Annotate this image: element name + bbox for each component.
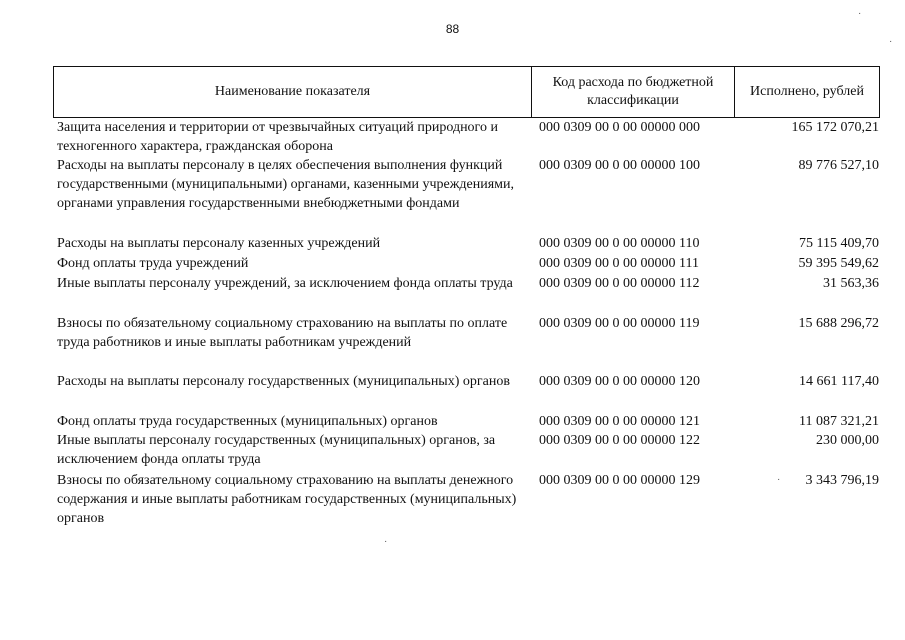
scan-speck: · — [858, 8, 862, 19]
row-name: Иные выплаты персоналу учреждений, за исключением фонда оплаты труда — [57, 276, 513, 291]
scan-speck: · — [384, 536, 388, 547]
table-body — [57, 118, 879, 529]
row-code: 000 0309 00 0 00 00000 100 — [539, 158, 700, 173]
row-amount: 89 776 527,10 — [798, 158, 879, 173]
row-name: Фонд оплаты труда государственных (муниципальных) органов — [57, 414, 438, 429]
row-name: Взносы по обязательному социальному страхованию на выплаты по оплате труда работников и иные выплаты работникам учреждений — [57, 316, 508, 350]
row-code: 000 0309 00 0 00 00000 129 — [539, 473, 700, 488]
table-row — [57, 471, 879, 529]
row-code: 000 0309 00 0 00 00000 111 — [539, 256, 699, 271]
row-amount: 31 563,36 — [823, 276, 879, 291]
table-row — [57, 274, 879, 314]
row-code: 000 0309 00 0 00 00000 120 — [539, 374, 700, 389]
row-code: 000 0309 00 0 00 00000 119 — [539, 316, 700, 331]
row-amount: 75 115 409,70 — [799, 236, 879, 251]
row-code: 000 0309 00 0 00 00000 112 — [539, 276, 700, 291]
row-name: Фонд оплаты труда учреждений — [57, 256, 249, 271]
table-row — [57, 118, 879, 156]
header-name: Наименование показателя — [54, 67, 532, 117]
row-amount: 14 661 117,40 — [799, 374, 879, 389]
scan-speck: · — [889, 36, 893, 47]
row-amount: 230 000,00 — [816, 433, 879, 448]
table-header — [53, 66, 880, 118]
row-name: Расходы на выплаты персоналу казенных учреждений — [57, 236, 381, 251]
scan-speck: · — [777, 474, 781, 485]
row-code: 000 0309 00 0 00 00000 121 — [539, 414, 700, 429]
table-row — [57, 372, 879, 412]
row-name: Расходы на выплаты персоналу государственных (муниципальных) органов — [57, 374, 510, 389]
table-row — [57, 254, 879, 274]
row-amount: 59 395 549,62 — [798, 256, 879, 271]
table-row — [57, 412, 879, 431]
table-row — [57, 431, 879, 471]
row-amount: 3 343 796,19 — [805, 473, 879, 488]
row-name: Иные выплаты персоналу государственных (муниципальных) органов, за исключением фонда оплаты труда — [57, 433, 496, 467]
row-amount: 165 172 070,21 — [791, 120, 879, 135]
row-amount: 11 087 321,21 — [799, 414, 879, 429]
header-code: Код расхода по бюджетной классификации — [532, 67, 735, 117]
table-row — [57, 314, 879, 372]
page-number: 88 — [445, 22, 460, 36]
row-name: Расходы на выплаты персоналу в целях обеспечения выполнения функций государственными (муниципальными) органами, казенными учреждениями, органами управления государственными внебюджетными фондами — [57, 158, 514, 211]
row-code: 000 0309 00 0 00 00000 110 — [539, 236, 700, 251]
row-code: 000 0309 00 0 00 00000 000 — [539, 120, 700, 135]
header-amount: Исполнено, рублей — [750, 84, 864, 99]
table-row — [57, 156, 879, 234]
row-name: Защита населения и территории от чрезвычайных ситуаций природного и техногенного характера, гражданская оборона — [57, 120, 498, 154]
row-name: Взносы по обязательному социальному страхованию на выплаты денежного содержания и иные выплаты работникам государственных (муниципальных) органов — [57, 473, 517, 526]
table-row — [57, 234, 879, 254]
row-amount: 15 688 296,72 — [798, 316, 879, 331]
row-code: 000 0309 00 0 00 00000 122 — [539, 433, 700, 448]
